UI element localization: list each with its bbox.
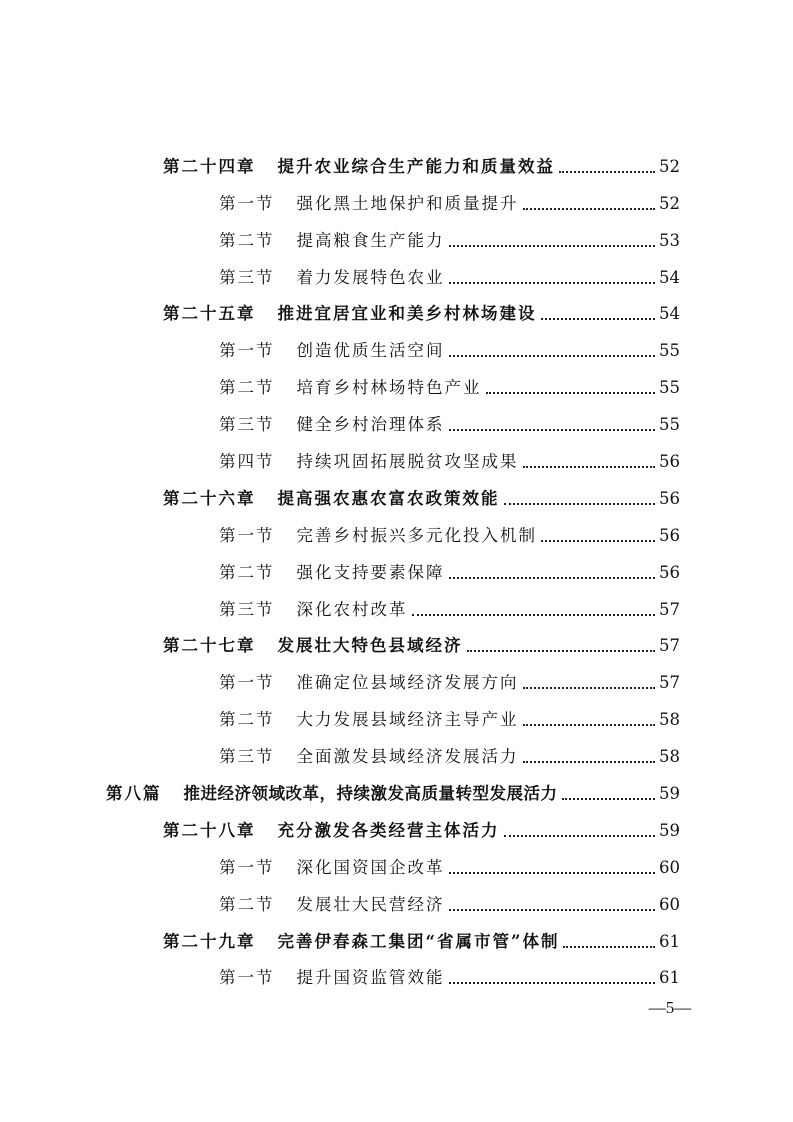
entry-label: 第八篇 — [106, 784, 162, 804]
toc-entry-chapter[interactable] — [0, 293, 793, 330]
entry-label: 第二十七章 — [163, 636, 256, 656]
dot-leader — [449, 909, 656, 911]
dot-leader — [523, 208, 656, 210]
entry-title: 健全乡村治理体系 — [296, 415, 445, 435]
dot-leader — [449, 429, 656, 431]
toc-entry-section[interactable] — [0, 661, 793, 698]
entry-title: 持续巩固拓展脱贫攻坚成果 — [296, 452, 519, 472]
dot-leader — [449, 245, 656, 247]
entry-title: 深化国资国企改革 — [296, 857, 445, 877]
toc-entry-chapter[interactable] — [0, 477, 793, 514]
entry-title: 发展壮大特色县域经济 — [277, 636, 463, 656]
table-of-contents — [0, 145, 793, 993]
entry-title: 强化黑土地保护和质量提升 — [296, 193, 519, 213]
entry-label: 第二十八章 — [163, 820, 256, 840]
entry-label: 第一节 — [219, 525, 275, 545]
entry-page-number: 58 — [659, 710, 680, 730]
dot-leader — [563, 946, 655, 948]
entry-title: 发展壮大民营经济 — [296, 894, 445, 914]
entry-label: 第四节 — [219, 452, 275, 472]
entry-page-number: 56 — [659, 562, 680, 582]
toc-entry-section[interactable] — [0, 551, 793, 588]
toc-entry-section[interactable] — [0, 698, 793, 735]
entry-page-number: 54 — [659, 267, 680, 287]
dot-leader — [412, 614, 656, 616]
entry-title: 准确定位县域经济发展方向 — [296, 673, 519, 693]
toc-entry-section[interactable] — [0, 440, 793, 477]
entry-label: 第二节 — [219, 710, 275, 730]
entry-title: 提升国资监管效能 — [296, 968, 445, 988]
entry-label: 第二节 — [219, 894, 275, 914]
entry-page-number: 52 — [659, 156, 680, 176]
entry-label: 第一节 — [219, 857, 275, 877]
entry-title: 创造优质生活空间 — [296, 341, 445, 361]
toc-entry-chapter[interactable] — [0, 809, 793, 846]
toc-entry-section[interactable] — [0, 514, 793, 551]
entry-title: 大力发展县域经济主导产业 — [296, 710, 519, 730]
toc-entry-section[interactable] — [0, 957, 793, 994]
entry-page-number: 55 — [659, 378, 680, 398]
dot-leader — [562, 798, 656, 800]
toc-entry-section[interactable] — [0, 219, 793, 256]
entry-title: 着力发展特色农业 — [296, 267, 445, 287]
dot-leader — [449, 982, 656, 984]
entry-label: 第一节 — [219, 968, 275, 988]
entry-label: 第三节 — [219, 415, 275, 435]
entry-title: 完善乡村振兴多元化投入机制 — [296, 525, 537, 545]
entry-page-number: 52 — [659, 193, 680, 213]
entry-page-number: 56 — [659, 488, 680, 508]
entry-title: 提高粮食生产能力 — [296, 230, 445, 250]
toc-entry-section[interactable] — [0, 588, 793, 625]
dot-leader — [449, 872, 656, 874]
entry-page-number: 55 — [659, 415, 680, 435]
entry-page-number: 61 — [659, 931, 680, 951]
entry-label: 第二节 — [219, 562, 275, 582]
entry-page-number: 59 — [659, 820, 680, 840]
dot-leader — [449, 355, 656, 357]
entry-title: 培育乡村林场特色产业 — [296, 378, 482, 398]
entry-title: 推进经济领域改革，持续激发高质量转型发展活力 — [183, 784, 558, 804]
dot-leader — [449, 577, 656, 579]
toc-entry-chapter[interactable] — [0, 920, 793, 957]
entry-label: 第二十四章 — [163, 156, 256, 176]
entry-page-number: 57 — [659, 673, 680, 693]
toc-entry-section[interactable] — [0, 403, 793, 440]
entry-page-number: 58 — [659, 747, 680, 767]
toc-entry-section[interactable] — [0, 329, 793, 366]
entry-label: 第二节 — [219, 378, 275, 398]
entry-page-number: 53 — [659, 230, 680, 250]
entry-label: 第一节 — [219, 341, 275, 361]
entry-label: 第一节 — [219, 193, 275, 213]
entry-page-number: 60 — [659, 857, 680, 877]
entry-page-number: 56 — [659, 452, 680, 472]
entry-title: 充分激发各类经营主体活力 — [277, 820, 500, 840]
entry-label: 第三节 — [219, 267, 275, 287]
toc-entry-chapter[interactable] — [0, 145, 793, 182]
dot-leader — [559, 171, 655, 173]
toc-entry-section[interactable] — [0, 883, 793, 920]
dot-leader — [504, 835, 656, 837]
entry-title: 完善伊春森工集团“省属市管”体制 — [277, 931, 560, 951]
entry-title: 全面激发县域经济发展活力 — [296, 747, 519, 767]
toc-entry-section[interactable] — [0, 182, 793, 219]
entry-label: 第二十六章 — [163, 488, 256, 508]
dot-leader — [523, 466, 656, 468]
entry-page-number: 56 — [659, 525, 680, 545]
entry-page-number: 57 — [659, 636, 680, 656]
entry-page-number: 54 — [659, 304, 680, 324]
entry-title: 强化支持要素保障 — [296, 562, 445, 582]
entry-title: 提高强农惠农富农政策效能 — [277, 488, 500, 508]
entry-page-number: 59 — [659, 784, 680, 804]
dot-leader — [541, 318, 656, 320]
toc-entry-section[interactable] — [0, 846, 793, 883]
dot-leader — [504, 503, 656, 505]
page-footer-number: —5— — [648, 998, 692, 1017]
entry-page-number: 55 — [659, 341, 680, 361]
dot-leader — [449, 282, 656, 284]
entry-label: 第二十九章 — [163, 931, 256, 951]
dot-leader — [467, 650, 656, 652]
entry-label: 第三节 — [219, 599, 275, 619]
toc-entry-section[interactable] — [0, 256, 793, 293]
entry-label: 第三节 — [219, 747, 275, 767]
entry-page-number: 60 — [659, 894, 680, 914]
entry-label: 第一节 — [219, 673, 275, 693]
dot-leader — [523, 687, 656, 689]
toc-entry-chapter[interactable] — [0, 625, 793, 662]
entry-page-number: 57 — [659, 599, 680, 619]
dot-leader — [523, 724, 656, 726]
toc-entry-part[interactable] — [0, 772, 793, 809]
dot-leader — [523, 761, 656, 763]
dot-leader — [486, 392, 656, 394]
entry-label: 第二十五章 — [163, 304, 256, 324]
entry-page-number: 61 — [659, 968, 680, 988]
dot-leader — [541, 540, 655, 542]
toc-entry-section[interactable] — [0, 366, 793, 403]
entry-title: 推进宜居宜业和美乡村林场建设 — [277, 304, 537, 324]
entry-label: 第二节 — [219, 230, 275, 250]
entry-title: 提升农业综合生产能力和质量效益 — [277, 156, 555, 176]
toc-entry-section[interactable] — [0, 735, 793, 772]
entry-title: 深化农村改革 — [296, 599, 408, 619]
